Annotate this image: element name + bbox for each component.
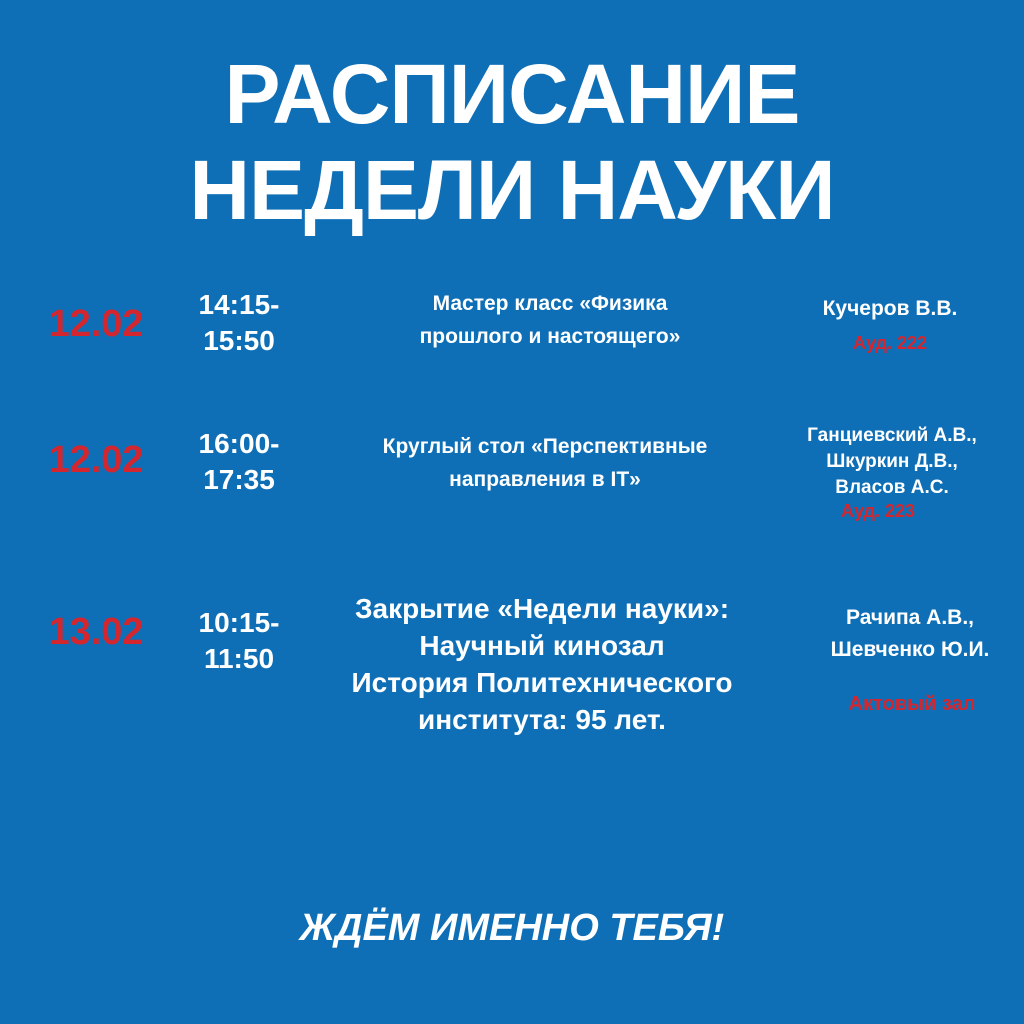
event-speakers — [782, 423, 1002, 501]
event-title-line: направления в IT» — [449, 468, 641, 491]
event-title — [300, 590, 784, 738]
event-time-end: 11:50 — [203, 643, 275, 674]
event-speaker: Шевченко Ю.И. — [830, 638, 990, 661]
event-title-line: Научный кинозал — [419, 630, 665, 661]
footer-slogan: ЖДЁМ ИМЕННО ТЕБЯ! — [299, 907, 725, 949]
event-time-end: 17:35 — [203, 464, 275, 495]
event-title — [360, 287, 740, 353]
event-room: Актовый зал — [848, 693, 976, 715]
event-title-line: История Политехнического — [351, 667, 733, 698]
event-time-end: 15:50 — [203, 325, 275, 356]
event-title-line: Закрытие «Недели науки»: — [354, 593, 730, 624]
event-speaker: Ганциевский А.В., — [807, 425, 977, 446]
event-time-start: 14:15- — [198, 289, 280, 320]
event-speakers — [800, 602, 1020, 666]
event-speaker: Власов А.С. — [835, 477, 949, 498]
event-date: 13.02 — [48, 611, 144, 653]
event-speaker: Шкуркин Д.В., — [826, 451, 958, 472]
event-speaker: Рачипа А.В., — [845, 606, 975, 629]
event-time-start: 16:00- — [198, 428, 280, 459]
event-room: Ауд. 223 — [840, 501, 916, 521]
event-date: 12.02 — [48, 439, 144, 481]
event-title-line: института: 95 лет. — [418, 704, 666, 735]
event-title-line: Круглый стол «Перспективные — [382, 435, 708, 458]
event-date: 12.02 — [48, 303, 144, 345]
event-title-line: прошлого и настоящего» — [419, 325, 681, 348]
event-room: Ауд. 222 — [852, 333, 928, 353]
event-title-line: Мастер класс «Физика — [432, 292, 668, 315]
event-time — [184, 426, 294, 498]
event-speaker: Кучеров В.В. — [822, 297, 958, 320]
event-time — [184, 287, 294, 359]
event-time-start: 10:15- — [198, 607, 280, 638]
poster-title-line-2: НЕДЕЛИ НАУКИ — [189, 143, 835, 237]
poster-title-line-1: РАСПИСАНИЕ — [224, 47, 800, 141]
event-time — [184, 605, 294, 677]
event-title — [325, 430, 765, 496]
